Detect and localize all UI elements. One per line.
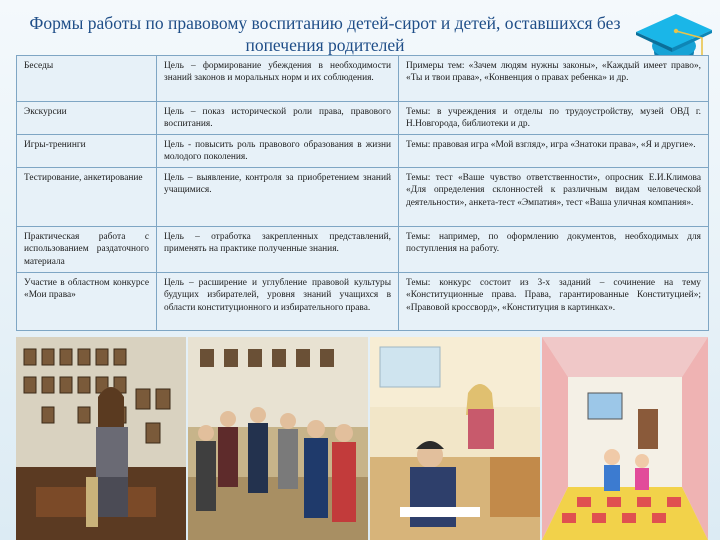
photo-child-drawing	[542, 337, 708, 540]
slide-title	[0, 12, 650, 56]
cell-examples: Темы: в учреждения и отделы по трудоустройству, музей ОВД г. Н.Новгорода, библиотеки и др.	[399, 102, 709, 135]
cell-examples: Темы: правовая игра «Мой взгляд», игра «Знатоки права», «Я и другие».	[399, 135, 709, 168]
cell-form: Практическая работа с использованием раздаточного материала	[17, 227, 157, 273]
cell-form: Экскурсии	[17, 102, 157, 135]
cell-goal: Цель – расширение и углубление правовой культуры будущих избирателей, уровня знаний учащихся в области конституционного и избирательного права.	[157, 273, 399, 331]
table-row	[17, 273, 709, 331]
slide-title-line-2: попечения родителей	[245, 35, 405, 55]
cell-goal: Цель – формирование убеждения в необходимости знаний законов и моральных норм и их соблюдения.	[157, 56, 399, 102]
table-row	[17, 102, 709, 135]
table-row	[17, 227, 709, 273]
cell-form: Беседы	[17, 56, 157, 102]
cell-examples: Примеры тем: «Зачем людям нужны законы», «Каждый имеет право», «Ты и твои права», «Конвенция о правах ребенка» и др.	[399, 56, 709, 102]
cell-goal: Цель - повысить роль правового образования в жизни молодого поколения.	[157, 135, 399, 168]
cell-examples: Темы: например, по оформлению документов, необходимых для поступления на работу.	[399, 227, 709, 273]
cell-goal: Цель – выявление, контроля за приобретением знаний учащимися.	[157, 168, 399, 227]
cell-examples: Темы: тест «Ваше чувство ответственности», опросник Е.И.Климова «Для определения склонностей к различным видам человеческой деятельности», анкета-тест «Эмпатия», тест «Ваша уличная компания».	[399, 168, 709, 227]
slide-title-line-1: Формы работы по правовому воспитанию детей-сирот и детей, оставшихся без	[29, 13, 621, 33]
cell-goal: Цель – отработка закрепленных представлений, применять на практике полученные знания.	[157, 227, 399, 273]
table-row	[17, 135, 709, 168]
forms-table	[16, 55, 709, 331]
table-row	[17, 56, 709, 102]
photo-group-visit	[188, 337, 368, 540]
photo-strip	[16, 337, 708, 540]
cell-form: Игры-тренинги	[17, 135, 157, 168]
cell-goal: Цель – показ исторической роли права, правового воспитания.	[157, 102, 399, 135]
photo-museum-students	[16, 337, 186, 540]
cell-form: Участие в областном конкурсе «Мои права»	[17, 273, 157, 331]
table-row	[17, 168, 709, 227]
cell-form: Тестирование, анкетирование	[17, 168, 157, 227]
cell-examples: Темы: конкурс состоит из 3-х заданий – сочинение на тему «Конституционные права. Права, гарантированные Конституцией»; «Правовой кроссворд», «Конституция в картинках».	[399, 273, 709, 331]
photo-classroom-test	[370, 337, 540, 540]
